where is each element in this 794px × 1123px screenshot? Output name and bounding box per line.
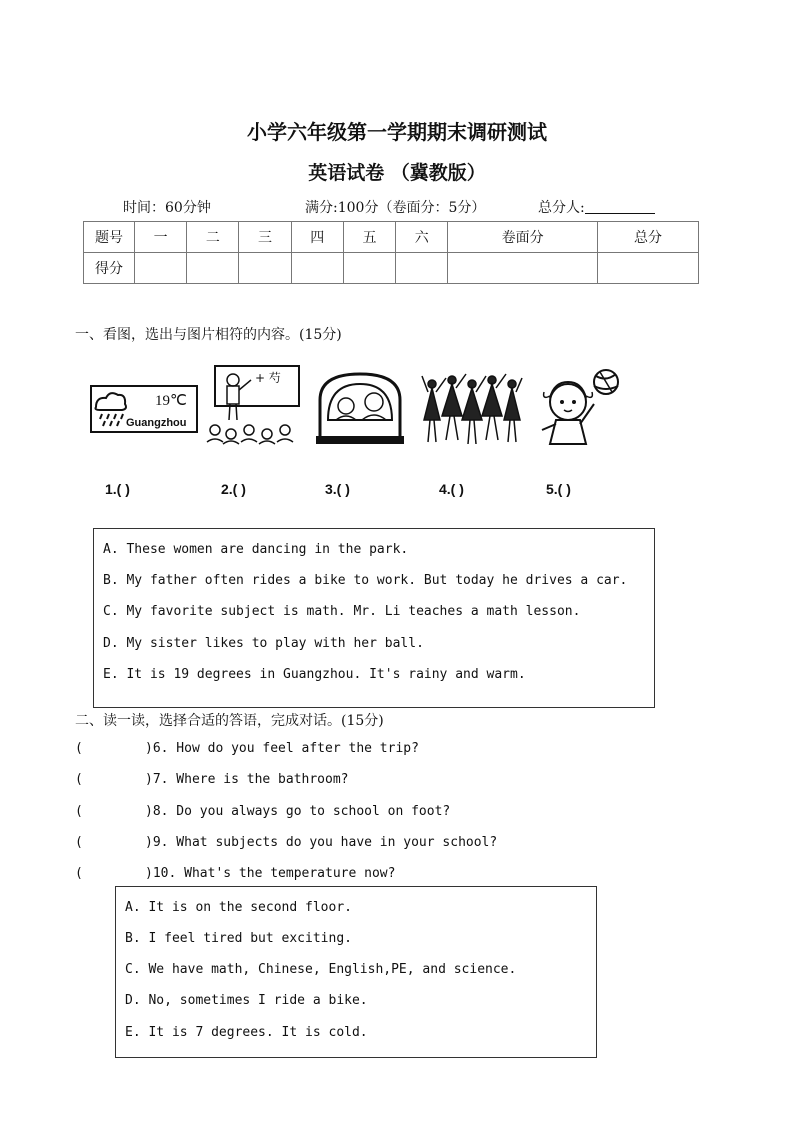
total-person-field: [538, 197, 655, 217]
table-cell: 二: [187, 222, 239, 253]
girl-ball-picture: [534, 368, 630, 448]
score-input-cell[interactable]: [448, 253, 598, 284]
option-item: D. No, sometimes I ride a bike.: [125, 993, 368, 1008]
exam-subtitle: 英语试卷 （冀教版）: [308, 162, 486, 184]
car-picture: [312, 370, 408, 450]
option-item: D. My sister likes to play with her ball.: [103, 636, 424, 651]
total-person-blank[interactable]: [585, 199, 655, 214]
dialogue-question-6[interactable]: [75, 741, 419, 756]
dialogue-question-9[interactable]: [75, 835, 497, 850]
table-cell: 一: [135, 222, 187, 253]
score-input-cell[interactable]: [343, 253, 395, 284]
answer-paren[interactable]: (: [75, 772, 83, 787]
picture-answer-4[interactable]: 4.( ): [439, 481, 464, 497]
option-item: B. I feel tired but exciting.: [125, 931, 352, 946]
option-item: A. It is on the second floor.: [125, 900, 352, 915]
classroom-picture: [205, 364, 303, 444]
dialogue-question-8[interactable]: [75, 804, 450, 819]
question-text: )8. Do you always go to school on foot?: [145, 804, 451, 819]
dancers-picture: [420, 370, 524, 450]
classroom-image: [205, 364, 303, 448]
score-table-score-row: [84, 253, 699, 284]
dialogue-question-10[interactable]: [75, 866, 395, 881]
table-cell: 五: [343, 222, 395, 253]
table-cell: 题号: [84, 222, 135, 253]
option-item: C. My favorite subject is math. Mr. Li teaches a math lesson.: [103, 604, 581, 619]
answer-paren[interactable]: (: [75, 866, 83, 881]
table-cell: 六: [396, 222, 448, 253]
answer-paren[interactable]: (: [75, 804, 83, 819]
time-label: 时间：60分钟: [123, 200, 211, 216]
weather-picture: [90, 385, 198, 433]
option-item: B. My father often rides a bike to work. But today he drives a car.: [103, 573, 628, 588]
full-score-label: 满分:100分（卷面分：5分）: [305, 200, 486, 216]
score-table-header-row: [84, 222, 699, 253]
option-item: A. These women are dancing in the park.: [103, 542, 409, 557]
answer-paren[interactable]: (: [75, 741, 83, 756]
weather-temp: 19℃: [155, 393, 187, 409]
total-person-label: 总分人:: [538, 200, 585, 216]
question-text: )6. How do you feel after the trip?: [145, 741, 419, 756]
section2-options-box: [115, 886, 597, 1058]
section1-options-box: [93, 528, 655, 708]
weather-city: Guangzhou: [126, 417, 187, 429]
score-input-cell[interactable]: [239, 253, 291, 284]
score-input-cell[interactable]: [187, 253, 239, 284]
question-text: )7. Where is the bathroom?: [145, 772, 349, 787]
option-item: E. It is 19 degrees in Guangzhou. It's rainy and warm.: [103, 667, 526, 682]
score-input-cell[interactable]: [135, 253, 187, 284]
score-input-cell[interactable]: [291, 253, 343, 284]
picture-answer-2[interactable]: 2.( ): [221, 481, 246, 497]
table-cell: 四: [291, 222, 343, 253]
score-input-cell[interactable]: [396, 253, 448, 284]
exam-title: 小学六年级第一学期期末调研测试: [247, 120, 547, 144]
score-label-cell: 得分: [84, 253, 135, 284]
picture-answer-3[interactable]: 3.( ): [325, 481, 350, 497]
score-input-cell[interactable]: [598, 253, 699, 284]
option-item: C. We have math, Chinese, English,PE, and science.: [125, 962, 517, 977]
dialogue-question-7[interactable]: [75, 772, 349, 787]
picture-answer-1[interactable]: 1.( ): [105, 481, 130, 497]
score-table: [83, 221, 699, 284]
question-text: )10. What's the temperature now?: [145, 866, 396, 881]
board-text: + 芍: [255, 371, 281, 385]
weather-board-image: [90, 385, 198, 433]
table-cell: 总分: [598, 222, 699, 253]
answer-paren[interactable]: (: [75, 835, 83, 850]
girl-ball-image: [534, 368, 630, 448]
table-cell: 三: [239, 222, 291, 253]
option-item: E. It is 7 degrees. It is cold.: [125, 1025, 368, 1040]
dancers-image: [420, 370, 524, 450]
section2-heading: 二、读一读，选择合适的答语，完成对话。(15分): [75, 713, 384, 729]
car-image: [312, 370, 408, 448]
question-text: )9. What subjects do you have in your school?: [145, 835, 498, 850]
table-cell: 卷面分: [448, 222, 598, 253]
picture-answer-5[interactable]: 5.( ): [546, 481, 571, 497]
section1-heading: 一、看图，选出与图片相符的内容。(15分): [75, 327, 342, 343]
